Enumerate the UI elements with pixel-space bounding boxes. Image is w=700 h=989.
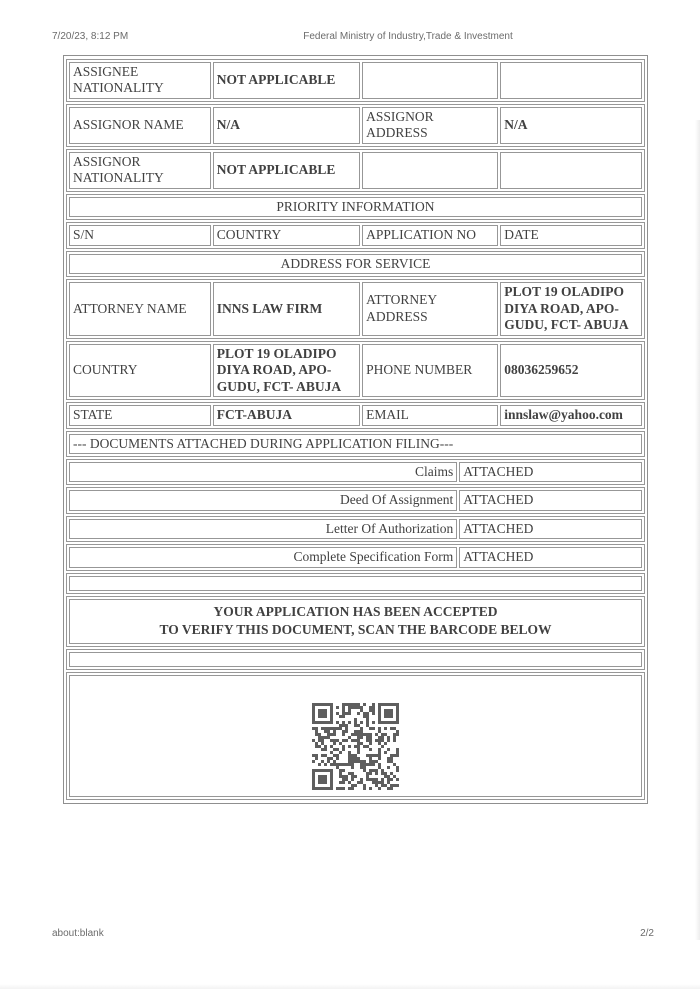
- row-state: [66, 402, 645, 428]
- field-label-email: EMAIL: [362, 405, 498, 425]
- document-status: ATTACHED: [459, 547, 642, 567]
- section-header-address-for-service: ADDRESS FOR SERVICE: [69, 254, 642, 274]
- field-label-attorney-name: ATTORNEY NAME: [69, 282, 211, 335]
- field-value-assignor-name: N/A: [213, 107, 360, 144]
- acceptance-message-line1: YOUR APPLICATION HAS BEEN ACCEPTED: [213, 603, 498, 619]
- document-name: Claims: [69, 462, 457, 482]
- row-assignor: [66, 104, 645, 147]
- row-acceptance-message: [66, 596, 645, 647]
- field-label-phone-number: PHONE NUMBER: [362, 344, 498, 397]
- print-header: [0, 31, 700, 45]
- document-row: [66, 487, 645, 513]
- document-row: [66, 516, 645, 542]
- spacer-row: [66, 649, 645, 670]
- print-footer: [0, 928, 700, 942]
- empty-cell: [500, 62, 642, 99]
- document-status: ATTACHED: [459, 519, 642, 539]
- field-value-attorney-address: PLOT 19 OLADIPO DIYA ROAD, APO-GUDU, FCT- ABUJA: [500, 282, 642, 335]
- row-documents-header: [66, 431, 645, 457]
- document-name: Letter Of Authorization: [69, 519, 457, 539]
- priority-column-sn: S/N: [69, 225, 211, 245]
- field-label-state: STATE: [69, 405, 211, 425]
- empty-cell: [362, 62, 498, 99]
- document-row: [66, 544, 645, 570]
- field-value-attorney-name: INNS LAW FIRM: [213, 282, 360, 335]
- footer-source: about:blank: [52, 928, 104, 939]
- spacer-row: [66, 573, 645, 594]
- row-country: [66, 341, 645, 400]
- row-assignee-nationality: [66, 59, 645, 102]
- scan-edge-shadow: [0, 984, 700, 989]
- field-label-assignor-address: ASSIGNOR ADDRESS: [362, 107, 498, 144]
- document-name: Complete Specification Form: [69, 547, 457, 567]
- qr-code: [312, 703, 399, 794]
- document-status: ATTACHED: [459, 462, 642, 482]
- acceptance-message-line2: TO VERIFY THIS DOCUMENT, SCAN THE BARCODE BELOW: [159, 622, 552, 638]
- row-priority-header: [66, 194, 645, 220]
- field-value-assignee-nationality: NOT APPLICABLE: [213, 62, 360, 99]
- section-header-documents: --- DOCUMENTS ATTACHED DURING APPLICATION FILING---: [69, 434, 642, 454]
- section-header-priority: PRIORITY INFORMATION: [69, 197, 642, 217]
- priority-column-date: DATE: [500, 225, 642, 245]
- application-form-table: [63, 55, 648, 804]
- row-attorney: [66, 279, 645, 338]
- field-value-state: FCT-ABUJA: [213, 405, 360, 425]
- document-name: Deed Of Assignment: [69, 490, 457, 510]
- field-label-assignee-nationality: ASSIGNEE NATIONALITY: [69, 62, 211, 99]
- field-label-assignor-nationality: ASSIGNOR NATIONALITY: [69, 152, 211, 189]
- empty-cell: [500, 152, 642, 189]
- empty-cell: [69, 576, 642, 591]
- field-label-country: COUNTRY: [69, 344, 211, 397]
- field-label-attorney-address: ATTORNEY ADDRESS: [362, 282, 498, 335]
- print-datetime: 7/20/23, 8:12 PM: [52, 31, 129, 42]
- field-value-phone-number: 08036259652: [500, 344, 642, 397]
- document-row: [66, 459, 645, 485]
- row-barcode: [66, 672, 645, 800]
- row-address-for-service-header: [66, 251, 645, 277]
- row-priority-columns: [66, 222, 645, 248]
- field-value-email: innslaw@yahoo.com: [500, 405, 642, 425]
- field-value-assignor-nationality: NOT APPLICABLE: [213, 152, 360, 189]
- field-label-assignor-name: ASSIGNOR NAME: [69, 107, 211, 144]
- priority-column-country: COUNTRY: [213, 225, 360, 245]
- field-value-assignor-address: N/A: [500, 107, 642, 144]
- priority-column-application-no: APPLICATION NO: [362, 225, 498, 245]
- empty-cell: [362, 152, 498, 189]
- footer-page-number: 2/2: [640, 928, 654, 939]
- print-title: Federal Ministry of Industry,Trade & Investment: [303, 31, 513, 42]
- row-assignor-nationality: [66, 149, 645, 192]
- document-status: ATTACHED: [459, 490, 642, 510]
- empty-cell: [69, 652, 642, 667]
- field-value-country: PLOT 19 OLADIPO DIYA ROAD, APO-GUDU, FCT- ABUJA: [213, 344, 360, 397]
- scan-edge-shadow: [695, 120, 700, 940]
